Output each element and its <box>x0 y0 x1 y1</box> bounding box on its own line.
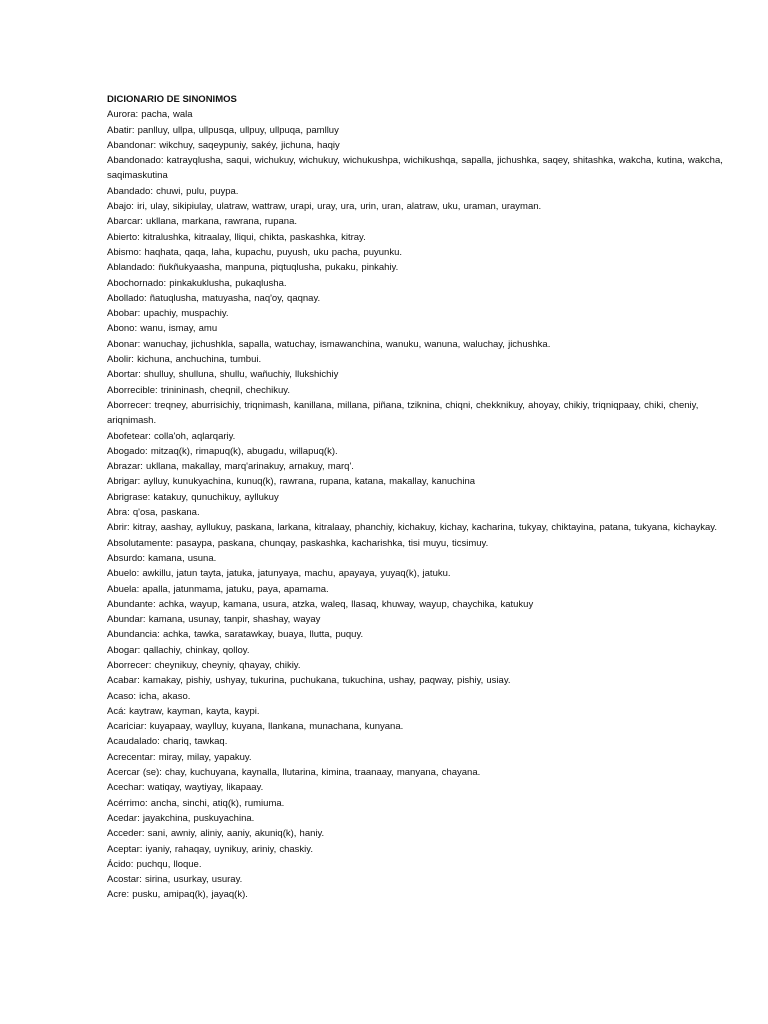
dictionary-entry: Abochornado: pinkakuklusha, pukaqlusha. <box>107 277 287 289</box>
dictionary-entry: Absurdo: kamana, usuna. <box>107 552 217 564</box>
dictionary-entry: Abandonar: wikchuy, saqeypuniy, sakéy, jichuna, haqiy <box>107 139 340 151</box>
dictionary-entry: Abierto: kitralushka, kitraalay, lliqui, chikta, paskashka, kitray. <box>107 231 366 243</box>
dictionary-entry: Abandonado: katrayqlusha, saqui, wichukuy, wichukuy, wichukushpa, wichikushqa, sapalla, jichushka, saqey, shitashka, wakcha, kutina, wakcha, saqimaskutina <box>107 155 723 182</box>
dictionary-entry: Acaso: icha, akaso. <box>107 690 191 702</box>
dictionary-entry: Abortar: shulluy, shulluna, shullu, wañuchiy, llukshichiy <box>107 369 339 381</box>
dictionary-entry: Abolir: kichuna, anchuchina, tumbui. <box>107 354 262 366</box>
dictionary-entry: Abundancia: achka, tawka, saratawkay, buaya, llutta, puquy. <box>107 629 364 641</box>
dictionary-entry: Abrir: kitray, aashay, ayllukuy, paskana, larkana, kitralaay, phanchiy, kichakuy, kichay, kacharina, tukyay, chiktayina, patana, tukyana, kichaykay. <box>107 522 717 534</box>
dictionary-entry: Abundar: kamana, usunay, tanpir, shashay, wayay <box>107 614 321 626</box>
dictionary-entry: Absolutamente: pasaypa, paskana, chunqay, paskashka, kacharishka, tisi muyu, ticsimuy. <box>107 537 489 549</box>
dictionary-entry: Abatir: panlluy, ullpa, ullpusqa, ullpuy, ullpuqa, pamlluy <box>107 124 339 136</box>
dictionary-entry: Abogado: mitzaq(k), rimapuq(k), abugadu, willapuq(k). <box>107 445 338 457</box>
dictionary-entry: Acechar: watiqay, waytiyay, likapaay. <box>107 782 264 794</box>
dictionary-entry: Acrecentar: miray, milay, yapakuy. <box>107 751 252 763</box>
dictionary-entry: Aborrecer: cheynikuy, cheyniy, qhayay, chikiy. <box>107 659 301 671</box>
document-title: DICIONARIO DE SINONIMOS <box>107 94 237 105</box>
dictionary-entry: Aborrecer: treqney, aburrisichiy, triqnimash, kanillana, millana, piñana, tziknina, chiqni, chekknikuy, ahoyay, chikiy, triqniqpaay, chiki, cheniy, ariqnimash. <box>107 399 699 427</box>
dictionary-entry: Acostar: sirina, usurkay, usuray. <box>107 874 243 886</box>
dictionary-entry: Acérrimo: ancha, sinchi, atiq(k), rumiuma. <box>107 797 285 809</box>
dictionary-entry: Abismo: haqhata, qaqa, laha, kupachu, puyush, uku pacha, puyunku. <box>107 246 403 258</box>
dictionary-entry: Abra: q'osa, paskana. <box>107 507 200 519</box>
dictionary-entry: Abrigar: aylluy, kunukyachina, kunuq(k), rawrana, rupana, katana, makallay, kanuchina <box>107 476 476 488</box>
dictionary-entry: Abuelo: awkillu, jatun tayta, jatuka, jatunyaya, machu, apayaya, yuyaq(k), jatuku. <box>107 568 451 580</box>
dictionary-entry: Abandado: chuwi, pulu, puypa. <box>107 185 239 197</box>
dictionary-entry: Ácido: puchqu, lloque. <box>107 858 202 870</box>
dictionary-entry: Acedar: jayakchina, puskuyachina. <box>107 812 255 824</box>
dictionary-entry: Abrazar: ukllana, makallay, marq'arinakuy, arnakuy, marq'. <box>107 461 354 473</box>
dictionary-entry: Abono: wanu, ismay, amu <box>107 323 218 335</box>
dictionary-entry: Abollado: ñatuqlusha, matuyasha, naq'oy, qaqnay. <box>107 292 321 304</box>
dictionary-entry: Acaudalado: chariq, tawkaq. <box>107 736 228 748</box>
dictionary-entry: Acá: kaytraw, kayman, kayta, kaypi. <box>107 705 260 717</box>
dictionary-entry: Ablandado: ñukñukyaasha, manpuna, piqtuqlusha, pukaku, pinkahiy. <box>107 262 399 274</box>
dictionary-entry: Abundante: achka, wayup, kamana, usura, atzka, waleq, llasaq, khuway, wayup, chaychika, katukuy <box>107 598 534 610</box>
dictionary-entry: Abuela: apalla, jatunmama, jatuku, paya, apamama. <box>107 583 329 595</box>
dictionary-entry: Abarcar: ukllana, markana, rawrana, rupana. <box>107 216 297 228</box>
dictionary-entry: Abofetear: colla'oh, aqlarqariy. <box>107 430 236 442</box>
dictionary-entry: Abogar: qallachiy, chinkay, qolloy. <box>107 644 250 656</box>
dictionary-entry: Aborrecible: trinininash, cheqnil, chechikuy. <box>107 384 290 396</box>
dictionary-entry: Aurora: pacha, wala <box>107 109 193 121</box>
dictionary-entry: Acre: pusku, amipaq(k), jayaq(k). <box>107 889 248 901</box>
dictionary-entry: Abonar: wanuchay, jichushkla, sapalla, watuchay, ismawanchina, wanuku, wanuna, waluchay, jichushka. <box>107 338 551 350</box>
dictionary-entry: Abobar: upachiy, muspachiy. <box>107 308 229 320</box>
dictionary-entry: Acariciar: kuyapaay, waylluy, kuyana, llankana, munachana, kunyana. <box>107 721 404 733</box>
dictionary-entry: Abrigrase: katakuy, qunuchikuy, ayllukuy <box>107 491 279 503</box>
dictionary-entry: Acceder: sani, awniy, aliniy, aaniy, akuniq(k), haniy. <box>107 828 325 840</box>
dictionary-entry: Aceptar: iyaniy, rahaqay, uynikuy, ariniy, chaskiy. <box>107 843 313 855</box>
dictionary-entry: Acercar (se): chay, kuchuyana, kaynalla, llutarina, kimina, traanaay, manyana, chayana. <box>107 767 481 779</box>
dictionary-entry: Acabar: kamakay, pishiy, ushyay, tukurina, puchukana, tukuchina, ushay, paqway, pishiy, usiay. <box>107 675 511 687</box>
dictionary-entry: Abajo: iri, ulay, sikipiulay, ulatraw, wattraw, urapi, uray, ura, urin, uran, alatraw, uku, uraman, urayman. <box>107 201 542 213</box>
entry-list <box>107 107 728 902</box>
